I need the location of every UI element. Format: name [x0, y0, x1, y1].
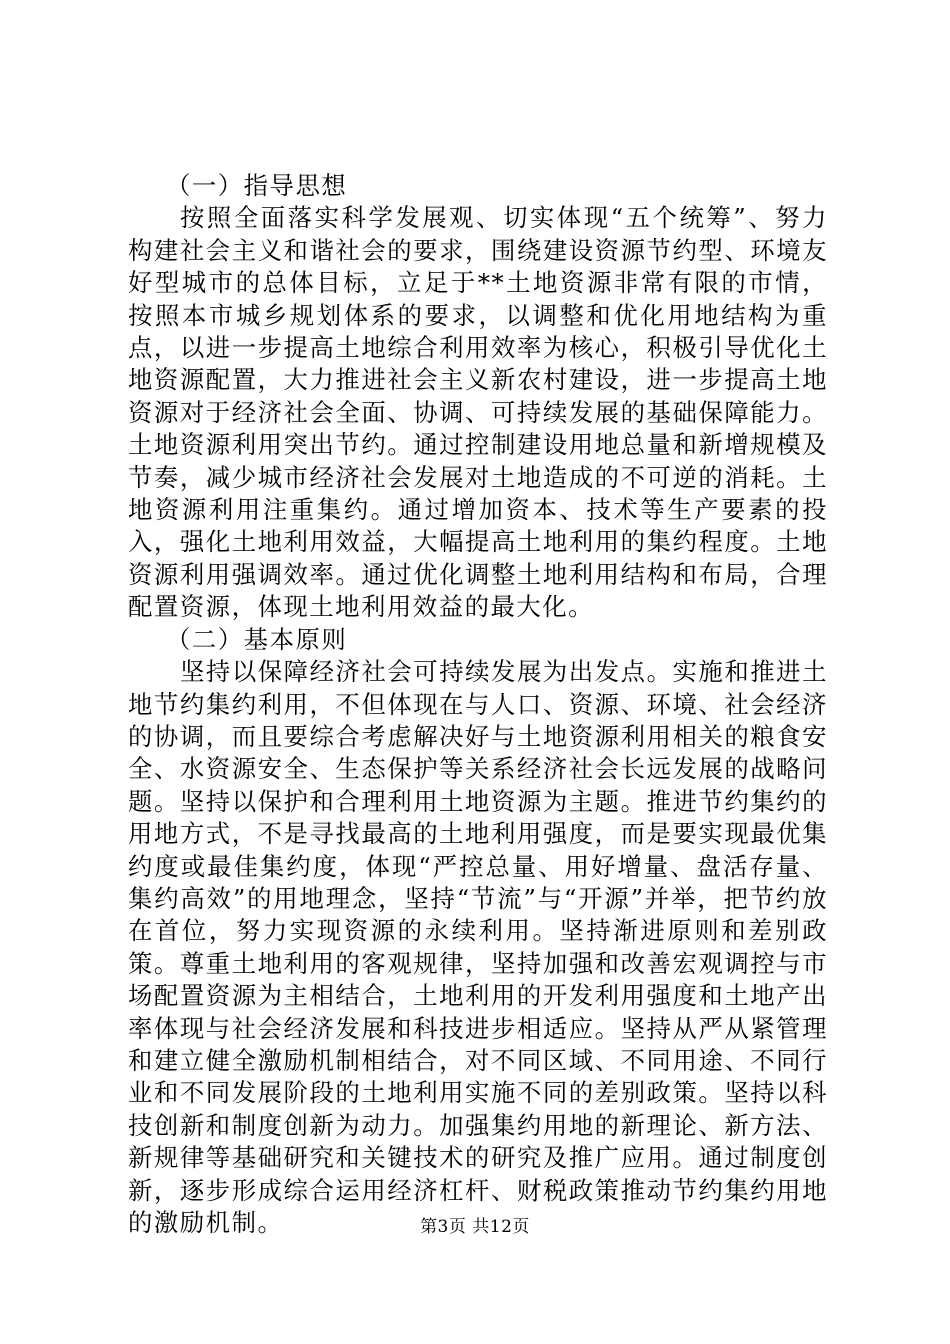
- page-number-footer: 第3页 共12页: [420, 1217, 530, 1237]
- section-heading-guiding-ideology: （一）指导思想: [166, 171, 348, 200]
- paragraph-guiding-ideology: 按照全面落实科学发展观、切实体现“五个统筹”、努力构建社会主义和谐社会的要求，围绕建设资源节约型、环境友好型城市的总体目标，立足于**土地资源非常有限的市情，按照本市城乡规划体系的要求，以调整和优化用地结构为重点，以进一步提高土地综合利用效率为核心，积极引导优化土地资源配置，大力推进社会主义新农村建设，进一步提高土地资源对于经济社会全面、协调、可持续发展的基础保障能力。土地资源利用突出节约。通过控制建设用地总量和新增规模及节奏，减少城市经济社会发展对土地造成的不可逆的消耗。土地资源利用注重集约。通过增加资本、技术等生产要素的投入，强化土地利用效益，大幅提高土地利用的集约程度。土地资源利用强调效率。通过优化调整土地利用结构和布局，合理配置资源，体现土地利用效益的最大化。: [128, 203, 828, 622]
- document-body: [128, 170, 828, 1239]
- section-heading-basic-principles: （二）基本原则: [166, 624, 348, 654]
- paragraph-basic-principles: 坚持以保障经济社会可持续发展为出发点。实施和推进土地节约集约利用，不但体现在与人口、资源、环境、社会经济的协调，而且要综合考虑解决好与土地资源利用相关的粮食安全、水资源安全、生态保护等关系经济社会长远发展的战略问题。坚持以保护和合理利用土地资源为主题。推进节约集约的用地方式，不是寻找最高的土地利用强度，而是要实现最优集约度或最佳集约度，体现“严控总量、用好增量、盘活存量、集约高效”的用地理念，坚持“节流”与“开源”并举，把节约放在首位，努力实现资源的永续利用。坚持渐进原则和差别政策。尊重土地利用的客观规律，坚持加强和改善宏观调控与市场配置资源为主相结合，土地利用的开发利用强度和土地产出率体现与社会经济发展和科技进步相适应。坚持从严从紧管理和建立健全激励机制相结合，对不同区域、不同用途、不同行业和不同发展阶段的土地利用实施不同的差别政策。坚持以科技创新和制度创新为动力。加强集约用地的新理论、新方法、新规律等基础研究和关键技术的研究及推广应用。通过制度创新，逐步形成综合运用经济杠杆、财税政策推动节约集约用地的激励机制。: [128, 657, 828, 1237]
